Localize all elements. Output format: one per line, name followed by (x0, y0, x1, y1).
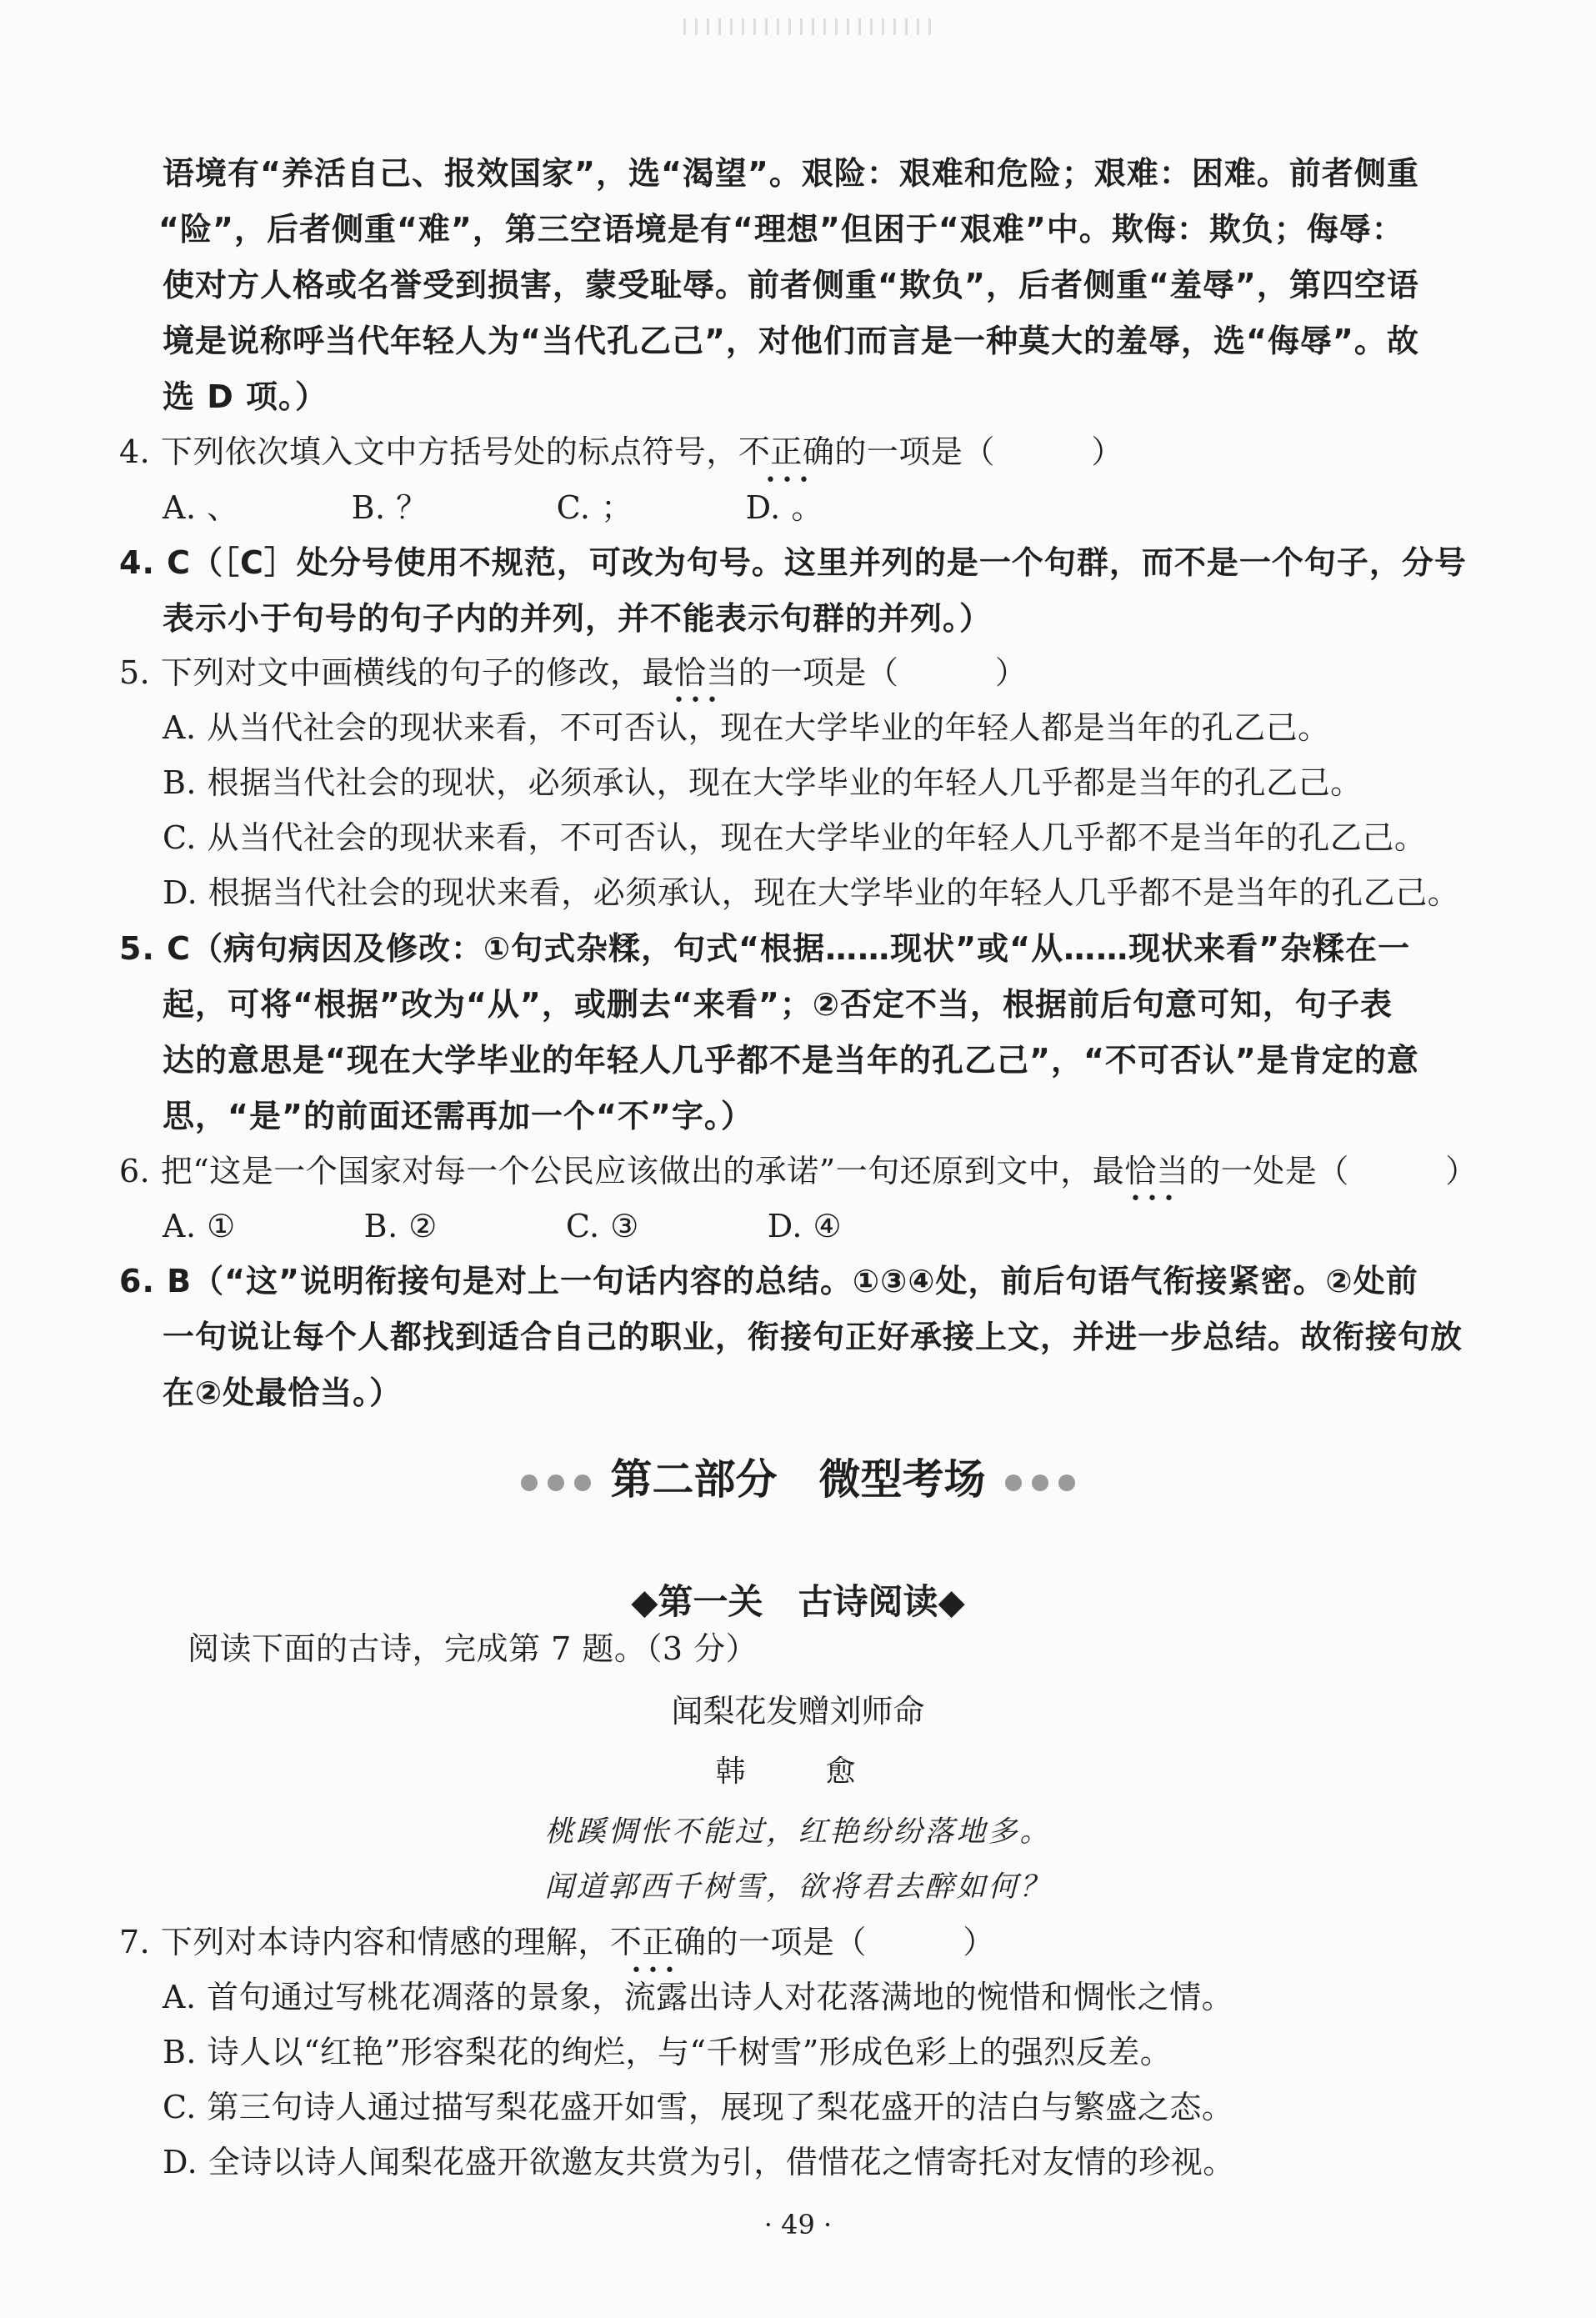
answer-5-line: 起，可将“根据”改为“从”，或删去“来看”；②否定不当，根据前后句意可知，句子表 (163, 986, 1393, 1023)
question-5: 5. 下列对文中画横线的句子的修改，最恰当的一项是（ ） (119, 654, 1028, 691)
answer-text-line: 语境有“养活自己、报效国家”，选“渴望”。艰险：艰难和危险；艰难：困难。前者侧重 (163, 155, 1419, 192)
section-heading-text: 第二部分 微型考场 (610, 1454, 986, 1504)
question-5-option-b: B. 根据当代社会的现状，必须承认，现在大学毕业的年轻人几乎都是当年的孔乙己。 (163, 764, 1363, 801)
answer-6-line: 在②处最恰当。） (163, 1374, 403, 1411)
bullet-dot (1005, 1474, 1022, 1491)
section-heading (0, 1454, 1596, 1504)
reading-instruction: 阅读下面的古诗，完成第 7 题。（3 分） (188, 1630, 758, 1667)
answer-text-line: “险”，后者侧重“难”，第三空语境是有“理想”但困于“艰难”中。欺侮：欺负；侮辱： (158, 211, 1404, 248)
question-4-options: A. 、 B. ？ C. ； D. 。 (163, 489, 823, 526)
bullet-dot (574, 1474, 591, 1491)
question-6: 6. 把“这是一个国家对每一个公民应该做出的承诺”一句还原到文中，最恰当的一处是（ ） (119, 1153, 1478, 1189)
poem-line: 闻道郭西千树雪，欲将君去醉如何？ (544, 1870, 1052, 1904)
question-7-option-c: C. 第三句诗人通过描写梨花盛开如雪，展现了梨花盛开的洁白与繁盛之态。 (163, 2089, 1234, 2125)
poem-line: 桃蹊惆怅不能过，红艳纷纷落地多。 (544, 1815, 1052, 1849)
scan-artifact (683, 18, 933, 35)
answer-text-line: 境是说称呼当代年轻人为“当代孔乙己”，对他们而言是一种莫大的羞辱，选“侮辱”。故 (163, 323, 1419, 359)
answer-text-line: 使对方人格或名誉受到损害，蒙受耻辱。前者侧重“欺负”，后者侧重“羞辱”，第四空语 (163, 267, 1419, 303)
emphasis-dots: • • • (765, 470, 809, 491)
question-7: 7. 下列对本诗内容和情感的理解，不正确的一项是（ ） (119, 1924, 995, 1960)
question-5-option-d: D. 根据当代社会的现状来看，必须承认，现在大学毕业的年轻人几乎都不是当年的孔乙己。 (163, 874, 1460, 911)
bullet-dot (548, 1474, 564, 1491)
bullet-dot (1032, 1474, 1048, 1491)
question-7-option-b: B. 诗人以“红艳”形容梨花的绚烂，与“千树雪”形成色彩上的强烈反差。 (163, 2034, 1173, 2070)
answer-5: 5. C（病句病因及修改：①句式杂糅，句式“根据……现状”或“从……现状来看”杂糅在一 (119, 930, 1411, 967)
emphasis-dots: • • • (673, 690, 718, 711)
bullet-dot (521, 1474, 538, 1491)
answer-6: 6. B（“这”说明衔接句是对上一句话内容的总结。①③④处，前后句语气衔接紧密。②处前 (119, 1263, 1418, 1299)
question-5-option-c: C. 从当代社会的现状来看，不可否认，现在大学毕业的年轻人几乎都不是当年的孔乙己。 (163, 819, 1427, 856)
question-7-option-a: A. 首句通过写桃花凋落的景象，流露出诗人对花落满地的惋惜和惆怅之情。 (163, 1979, 1234, 2015)
answer-5-line: 达的意思是“现在大学毕业的年轻人几乎都不是当年的孔乙己”，“不可否认”是肯定的意 (163, 1042, 1419, 1079)
question-6-options: A. ① B. ② C. ③ D. ④ (163, 1208, 843, 1244)
answer-5-line: 思，“是”的前面还需再加一个“不”字。） (163, 1098, 753, 1134)
answer-text-line: 选 D 项。） (163, 378, 328, 415)
question-4: 4. 下列依次填入文中方括号处的标点符号，不正确的一项是（ ） (119, 433, 1123, 470)
poem-title: 闻梨花发赠刘师命 (671, 1693, 925, 1730)
question-7-option-d: D. 全诗以诗人闻梨花盛开欲邀友共赏为引，借惜花之情寄托对友情的珍视。 (163, 2144, 1235, 2180)
emphasis-dots: • • • (1130, 1189, 1174, 1209)
page-number: · 49 · (763, 2209, 833, 2240)
answer-4-line: 表示小于句号的句子内的并列，并不能表示句群的并列。） (163, 600, 993, 637)
question-5-option-a: A. 从当代社会的现状来看，不可否认，现在大学毕业的年轻人都是当年的孔乙己。 (163, 709, 1330, 746)
level-heading: ◆第一关 古诗阅读◆ (631, 1581, 965, 1622)
bullet-dot (1058, 1474, 1075, 1491)
answer-6-line: 一句说让每个人都找到适合自己的职业，衔接句正好承接上文，并进一步总结。故衔接句放 (163, 1319, 1463, 1355)
answer-4: 4. C（［C］处分号使用不规范，可改为句号。这里并列的是一个句群，而不是一个句子，分号 (119, 544, 1467, 581)
emphasis-dots: • • • (631, 1960, 675, 1981)
poem-author: 韩 愈 (715, 1755, 881, 1789)
